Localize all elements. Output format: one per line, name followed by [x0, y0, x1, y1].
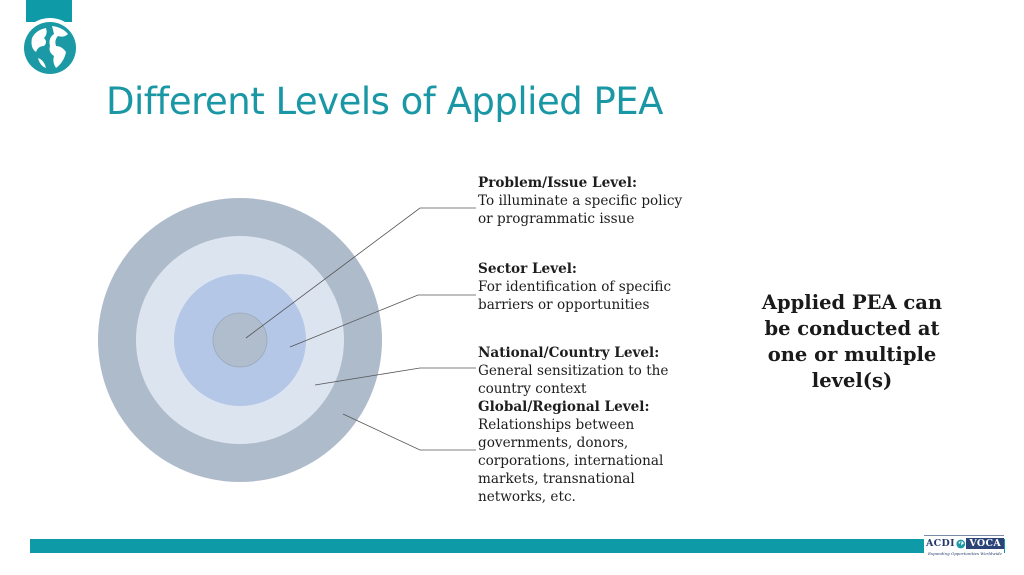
level-global — [478, 398, 693, 506]
slide-title: Different Levels of Applied PEA — [106, 80, 663, 123]
connector-global — [343, 414, 476, 450]
level-national-description: General sensitization to the country context — [478, 363, 669, 397]
level-sector — [478, 260, 693, 314]
level-national — [478, 344, 693, 398]
applied-pea-note: Applied PEA can be conducted at one or multiple level(s) — [761, 291, 943, 392]
level-national-heading: National/Country Level: — [478, 345, 660, 361]
logo-left-text: ACDI — [926, 538, 955, 549]
logo-tagline: Expanding Opportunities Worldwide — [928, 551, 1002, 556]
level-sector-heading: Sector Level: — [478, 261, 577, 277]
level-problem-heading: Problem/Issue Level: — [478, 175, 637, 191]
level-sector-description: For identification of specific barriers or opportunities — [478, 279, 672, 313]
level-global-heading: Global/Regional Level: — [478, 399, 650, 415]
logo-right-text: VOCA — [966, 538, 1004, 549]
globe-icon — [956, 538, 966, 550]
footer-accent-bar — [30, 539, 1005, 553]
level-problem-description: To illuminate a specific policy or programmatic issue — [478, 193, 683, 227]
level-problem — [478, 174, 693, 228]
acdi-voca-logo — [924, 535, 1004, 560]
ring-problem — [213, 313, 267, 367]
level-global-description: Relationships between governments, donors, corporations, international markets, transnational networks, etc. — [478, 417, 664, 505]
